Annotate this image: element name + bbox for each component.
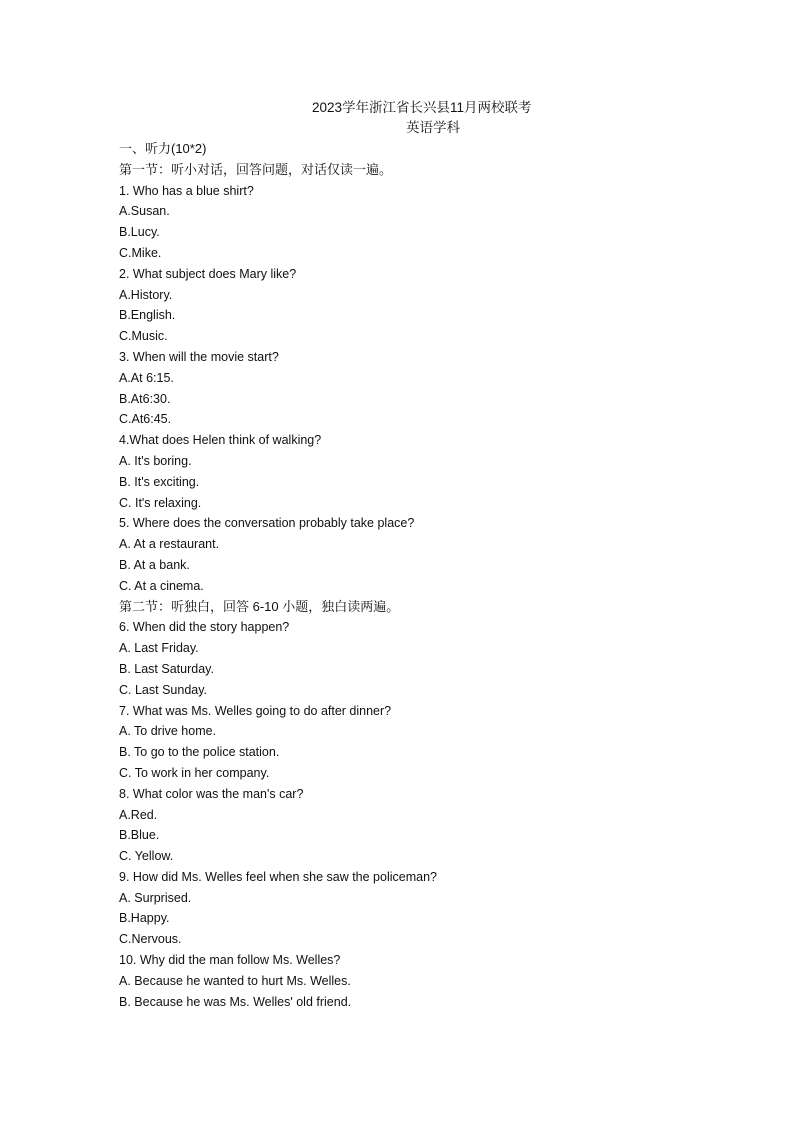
text-line: B.Happy. bbox=[119, 911, 170, 926]
text-line: C. It's relaxing. bbox=[119, 495, 202, 510]
text-line: A. At a restaurant. bbox=[119, 537, 220, 552]
page-title: 2023学年浙江省长兴县11月两校联考 bbox=[312, 100, 532, 115]
text-line: B. To go to the police station. bbox=[119, 745, 280, 760]
text-line: A. It's boring. bbox=[119, 453, 192, 468]
text-line: 10. Why did the man follow Ms. Welles? bbox=[119, 953, 341, 968]
text-line: 6. When did the story happen? bbox=[119, 620, 290, 635]
text-line: A.Red. bbox=[119, 807, 158, 822]
text-line: B.Lucy. bbox=[119, 225, 160, 240]
text-line: 7. What was Ms. Welles going to do after dinner? bbox=[119, 703, 392, 718]
text-line: C.Mike. bbox=[119, 245, 162, 260]
text-line: C.Nervous. bbox=[119, 932, 182, 947]
text-line: B. At a bank. bbox=[119, 557, 190, 572]
text-line: 3. When will the movie start? bbox=[119, 349, 279, 364]
text-line: C. To work in her company. bbox=[119, 765, 270, 780]
text-line: 1. Who has a blue shirt? bbox=[119, 183, 254, 198]
text-line: C. At a cinema. bbox=[119, 578, 204, 593]
text-line: B. Last Saturday. bbox=[119, 661, 214, 676]
text-line: 9. How did Ms. Welles feel when she saw the policeman? bbox=[119, 869, 437, 884]
text-line: 第一节：听小对话，回答问题，对话仅读一遍。 bbox=[119, 161, 393, 177]
text-line: C. Yellow. bbox=[119, 849, 174, 864]
text-line: B. Because he was Ms. Welles' old friend. bbox=[119, 994, 352, 1009]
text-line: B.English. bbox=[119, 308, 176, 323]
text-line: A. Surprised. bbox=[119, 890, 192, 905]
text-line: 8. What color was the man's car? bbox=[119, 786, 304, 801]
text-line: A.History. bbox=[119, 287, 173, 302]
text-line: C.Music. bbox=[119, 329, 168, 344]
text-line: C.At6:45. bbox=[119, 412, 172, 427]
text-line: 4.What does Helen think of walking? bbox=[119, 433, 322, 448]
text-line: A. Last Friday. bbox=[119, 641, 199, 656]
text-line: B.Blue. bbox=[119, 828, 160, 843]
text-line: 5. Where does the conversation probably take place? bbox=[119, 516, 415, 531]
text-line: 2. What subject does Mary like? bbox=[119, 266, 297, 281]
text-line: A. Because he wanted to hurt Ms. Welles. bbox=[119, 973, 351, 988]
text-line: A.At 6:15. bbox=[119, 370, 174, 385]
text-line: B.At6:30. bbox=[119, 391, 171, 406]
text-line: A.Susan. bbox=[119, 204, 170, 219]
text-line: B. It's exciting. bbox=[119, 474, 200, 489]
document-body bbox=[119, 139, 719, 1012]
page-subtitle: 英语学科 bbox=[406, 120, 460, 135]
text-line: C. Last Sunday. bbox=[119, 682, 208, 697]
text-line: 一、听力(10*2) bbox=[119, 141, 207, 156]
text-line: A. To drive home. bbox=[119, 724, 217, 739]
text-line: 第二节：听独白，回答 6-10 小题，独白读两遍。 bbox=[119, 598, 400, 614]
